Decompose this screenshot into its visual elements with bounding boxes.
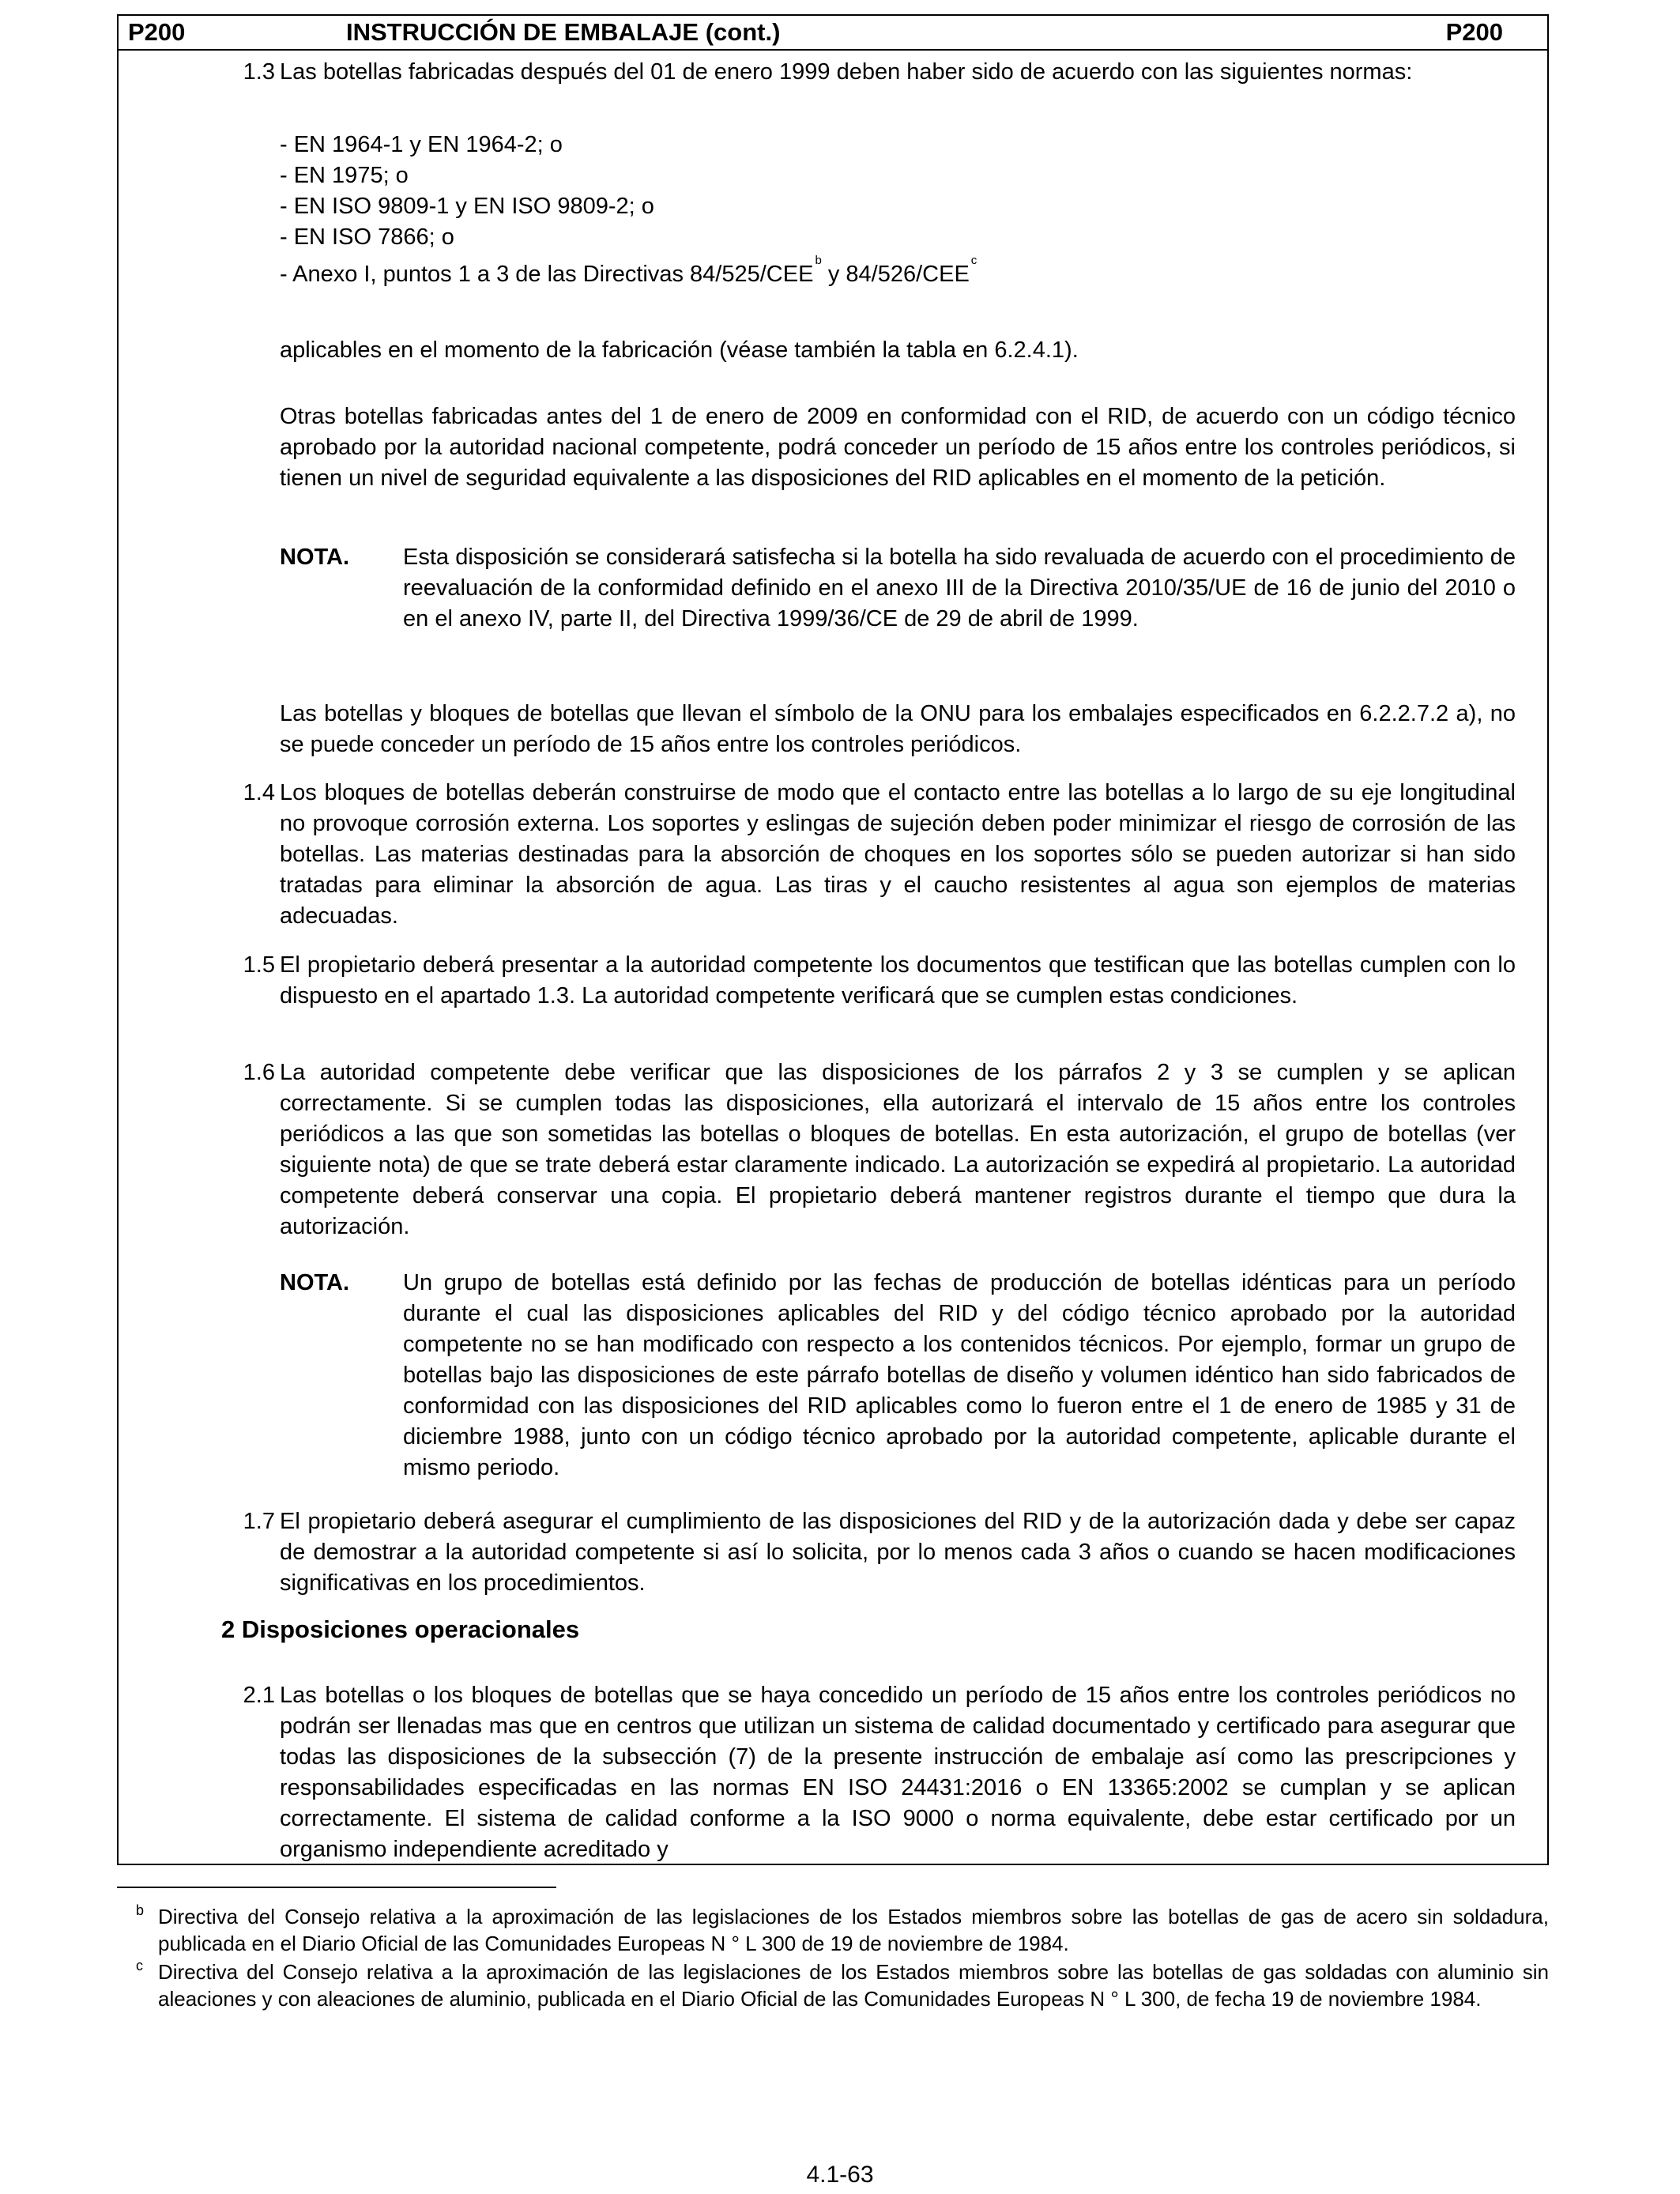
footnote-mark: b xyxy=(136,1902,145,1918)
list-item: - EN 1975; o xyxy=(280,163,409,188)
note-label: NOTA. xyxy=(280,545,350,570)
footnote-separator xyxy=(117,1887,556,1888)
footnote-text: Directiva del Consejo relativa a la aproximación de las legislaciones de los Estados miembros sobre las botellas de gas soldadas con aluminio sin aleaciones y con aleaciones de aluminio, publicada en el Diario Oficial de las Comunidades Europeas N ° L 300, de fecha 19 de noviembre 1984. xyxy=(158,1960,1549,2011)
applicable-text: aplicables en el momento de la fabricación (véase también la tabla en 6.2.4.1). xyxy=(280,337,1079,363)
note-label: NOTA. xyxy=(280,1270,350,1295)
header-code-left: P200 xyxy=(128,18,186,46)
table-header xyxy=(119,16,1547,51)
footnote-ref-c: c xyxy=(970,254,977,267)
section-number: 1.3 xyxy=(243,59,275,85)
section-text: La autoridad competente debe verificar que las disposiciones de los párrafos 2 y 3 se cumplen y se aplican correctamente. Si se cumplen todas las disposiciones, ella autorizará el intervalo de 15 años entre los controles periódicos a las que son sometidas las botellas o bloques de botellas. En esta autorización, el grupo de botellas (ver siguiente nota) de que se trate deberá estar claramente indicado. La autorización se expedirá al propietario. La autoridad competente deberá conservar una copia. El propietario deberá mantener registros durante el tiempo que dura la autorización. xyxy=(280,1060,1516,1239)
section-text: Los bloques de botellas deberán construirse de modo que el contacto entre las botellas a lo largo de su eje longitudinal no provoque corrosión externa. Los soportes y eslingas de sujeción deben poder minimizar el riesgo de corrosión de las botellas. Las materias destinadas para la absorción de choques en los soportes sólo se pueden autorizar si han sido tratadas para eliminar la absorción de agua. Las tiras y el caucho resistentes al agua son ejemplos de materias adecuadas. xyxy=(280,780,1516,929)
other-bottles-text: Otras botellas fabricadas antes del 1 de enero de 2009 en conformidad con el RID, de acuerdo con un código técnico aprobado por la autoridad nacional competente, podrá conceder un período de 15 años entre los controles periódicos, si tienen un nivel de seguridad equivalente a las disposiciones del RID aplicables en el momento de la petición. xyxy=(280,404,1516,491)
footnote-text: Directiva del Consejo relativa a la aproximación de las legislaciones de los Estados miembros sobre las botellas de gas de acero sin soldadura, publicada en el Diario Oficial de las Comunidades Europeas N ° L 300 de 19 de noviembre de 1984. xyxy=(158,1905,1549,1955)
section-number: 2.1 xyxy=(243,1683,275,1708)
section-text: Las botellas o los bloques de botellas que se haya concedido un período de 15 años entre los controles periódicos no podrán ser llenadas mas que en centros que utilizan un sistema de calidad documentado y certificado para asegurar que todas las disposiciones de la subsección (7) de la presente instrucción de embalaje así como las prescripciones y responsabilidades especificadas en las normas EN ISO 24431:2016 o EN 13365:2002 se cumplan y se aplican correctamente. El sistema de calidad conforme a la ISO 9000 o norma equivalente, debe estar certificado por un organismo independiente acreditado y xyxy=(280,1683,1516,1862)
header-code-right: P200 xyxy=(1445,18,1503,46)
note-text: Un grupo de botellas está definido por las fechas de producción de botellas idénticas para un período durante el cual las disposiciones aplicables del RID y del código técnico aprobado por la autoridad competente no se han modificado con respecto a los contenidos técnicos. Por ejemplo, formar un grupo de botellas bajo las disposiciones de este párrafo botellas de diseño y volumen idéntico han sido fabricados de conformidad con las disposiciones del RID aplicables como lo fueron entre el 1 de enero de 1985 y 31 de diciembre 1988, junto con un código técnico aprobado por la autoridad competente, aplicable durante el mismo periodo. xyxy=(403,1270,1516,1480)
footnote-mark: c xyxy=(136,1958,143,1973)
footnote-ref-b: b xyxy=(815,254,822,267)
list-item: - EN ISO 9809-1 y EN ISO 9809-2; o xyxy=(280,194,654,219)
list-item-annex xyxy=(280,254,1516,290)
section-heading-2: 2 Disposiciones operacionales xyxy=(221,1615,580,1643)
section-intro: Las botellas fabricadas después del 01 de enero 1999 deben haber sido de acuerdo con las siguientes normas: xyxy=(280,59,1413,85)
section-number: 1.5 xyxy=(243,952,275,978)
section-number: 1.4 xyxy=(243,780,275,805)
list-item: - EN ISO 7866; o xyxy=(280,224,454,250)
section-text: El propietario deberá presentar a la autoridad competente los documentos que testifican que las botellas cumplen con lo dispuesto en el apartado 1.3. La autoridad competente verificará que se cumplen estas condiciones. xyxy=(280,952,1516,1008)
annex-text-2: y 84/526/CEE xyxy=(821,262,970,287)
list-item: - EN 1964-1 y EN 1964-2; o xyxy=(280,132,563,157)
instruction-table xyxy=(117,14,1549,1865)
header-title: INSTRUCCIÓN DE EMBALAJE (cont.) xyxy=(346,18,781,46)
un-symbol-text: Las botellas y bloques de botellas que llevan el símbolo de la ONU para los embalajes especificados en 6.2.2.7.2 a), no se puede conceder un período de 15 años entre los controles periódicos. xyxy=(280,701,1516,757)
page-number: 4.1-63 xyxy=(806,2162,874,2188)
section-number: 1.7 xyxy=(243,1509,275,1534)
section-text: El propietario deberá asegurar el cumplimiento de las disposiciones del RID y de la autorización dada y debe ser capaz de demostrar a la autoridad competente si así lo solicita, por lo menos cada 3 años o cuando se hacen modificaciones significativas en los procedimientos. xyxy=(280,1509,1516,1596)
section-number: 1.6 xyxy=(243,1060,275,1085)
note-text: Esta disposición se considerará satisfecha si la botella ha sido revaluada de acuerdo con el procedimiento de reevaluación de la conformidad definido en el anexo III de la Directiva 2010/35/UE de 16 de junio del 2010 o en el anexo IV, parte II, del Directiva 1999/36/CE de 29 de abril de 1999. xyxy=(403,545,1516,631)
annex-text: - Anexo I, puntos 1 a 3 de las Directivas 84/525/CEE xyxy=(280,262,814,287)
standards-list xyxy=(280,130,1516,290)
